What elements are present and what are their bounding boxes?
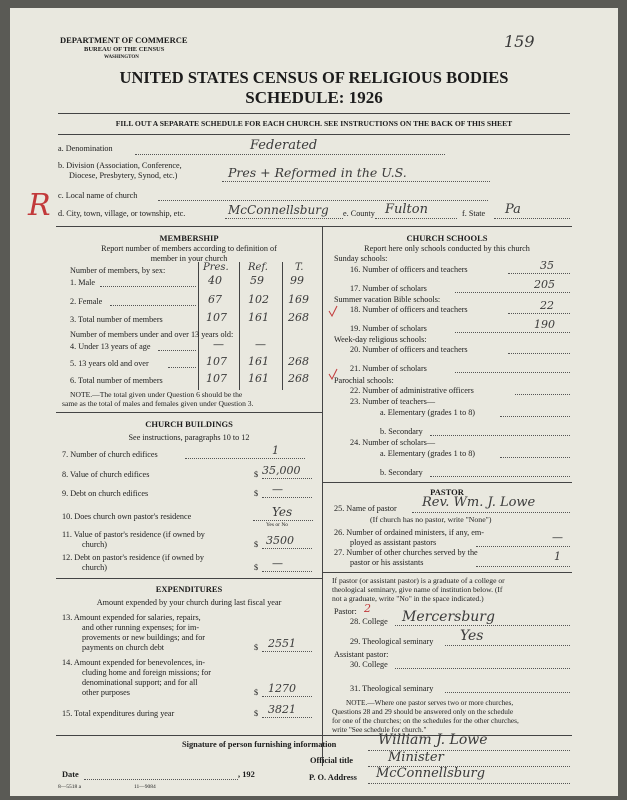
male-pres[interactable]: 40 <box>208 274 222 287</box>
over-13-label: 5. 13 years old and over <box>70 359 149 368</box>
q27-label: 27. Number of other churches served by the <box>334 548 478 557</box>
under-13-ref[interactable]: — <box>255 338 266 351</box>
member-grid-v2 <box>239 262 240 390</box>
q15-label: 15. Total expenditures during year <box>62 709 175 718</box>
city-label: WASHINGTON <box>104 55 139 60</box>
po-address-dots <box>368 783 570 784</box>
q18-field[interactable]: 22 <box>540 299 554 312</box>
q20-dots <box>508 353 570 354</box>
q11-dollar: $ <box>254 540 259 549</box>
q28-dots <box>395 625 570 626</box>
q14-label-3: denominational support; and for all <box>82 678 198 687</box>
q17-dots <box>455 292 570 293</box>
grad-rule <box>322 572 572 573</box>
male-dots <box>100 286 196 287</box>
q18-dots <box>508 313 570 314</box>
q18-label: 18. Number of officers and teachers <box>350 305 468 314</box>
q25-field[interactable]: Rev. Wm. J. Lowe <box>422 495 536 510</box>
q11-label-2: church) <box>82 540 108 549</box>
official-title-field[interactable]: Minister <box>388 750 444 765</box>
q14-label-2: cluding home and foreign missions; for <box>82 668 211 677</box>
denomination-line <box>135 154 445 155</box>
q26-label-2: ployed as assistant pastors <box>350 538 437 547</box>
q26-field[interactable]: — <box>552 531 563 544</box>
q8-field[interactable]: 35,000 <box>262 464 301 477</box>
q25-dots <box>412 512 570 513</box>
department-label: DEPARTMENT OF COMMERCE <box>60 35 188 45</box>
female-label: 2. Female <box>70 297 103 306</box>
q24-label: 24. Number of scholars— <box>350 438 436 447</box>
membership-intro-2: member in your church <box>150 254 228 263</box>
pastor-note-3: for one of the churches; on the schedules for the other churches, <box>332 716 519 725</box>
q27-dots <box>476 566 570 567</box>
total-total[interactable]: 268 <box>288 311 309 324</box>
county-line <box>375 218 457 219</box>
q10-dots <box>253 520 313 521</box>
header-rule-top <box>58 113 570 114</box>
q13-label-3: provements or new buildings; and for <box>82 633 206 642</box>
q19-dots <box>455 332 570 333</box>
pastor-note-2: Questions 28 and 29 should be answered only on the schedule <box>332 707 514 716</box>
form-number: 8—5518 a <box>58 784 82 790</box>
q13-label-2: and other running expenses; for im- <box>82 623 200 632</box>
q11-label: 11. Value of pastor's residence (if owned by <box>62 530 205 539</box>
q28-field[interactable]: Mercersburg <box>402 609 495 625</box>
q12-field[interactable]: — <box>272 557 283 570</box>
membership-note-2: same as the total of males and females given under Question 3. <box>62 399 254 408</box>
q22-label: 22. Number of administrative officers <box>350 386 474 395</box>
signature-label: Signature of person furnishing information <box>182 740 337 749</box>
col-head-ref: Ref. <box>248 262 268 273</box>
city-field[interactable]: McConnellsburg <box>228 203 329 217</box>
denomination-label: a. Denomination <box>58 144 113 153</box>
q16-label: 16. Number of officers and teachers <box>350 265 468 274</box>
q26-label: 26. Number of ordained ministers, if any, em- <box>334 528 484 537</box>
membership-intro: Report number of members according to definition of <box>101 244 277 253</box>
q29-dots <box>445 645 570 646</box>
margin-mark: R <box>28 188 51 223</box>
q24b-label: b. Secondary <box>380 468 423 477</box>
q26-dots <box>476 546 570 547</box>
total-age-ref[interactable]: 161 <box>248 372 269 385</box>
state-field[interactable]: Pa <box>505 202 521 217</box>
q12-dots <box>262 571 312 572</box>
buildings-sub: See instructions, paragraphs 10 to 12 <box>128 433 250 442</box>
q30-label: 30. College <box>350 660 388 669</box>
date-year: , 192 <box>238 770 255 779</box>
q13-label-4: payments on church debt <box>82 643 165 652</box>
q16-dots <box>508 273 570 274</box>
date-label: Date <box>62 770 79 779</box>
q23b-dots <box>430 435 570 436</box>
q15-dollar: $ <box>254 709 259 718</box>
q17-field[interactable]: 205 <box>534 278 555 291</box>
county-label: e. County <box>343 209 375 218</box>
q25-note: (If church has no pastor, write "None") <box>370 515 492 524</box>
form-instructions: FILL OUT A SEPARATE SCHEDULE FOR EACH CHURCH. SEE INSTRUCTIONS ON THE BACK OF THIS SHEET <box>115 119 513 128</box>
over-13-pres[interactable]: 107 <box>206 355 227 368</box>
q11-dots <box>262 548 312 549</box>
schools-sub: Report here only schools conducted by this church <box>364 244 530 253</box>
grad-note-2: theological seminary, give name of institution below. (If <box>332 585 503 594</box>
asst-label: Assistant pastor: <box>334 650 389 659</box>
pastor-note-4: write "See schedule for church." <box>332 725 427 734</box>
q29-label: 29. Theological seminary <box>350 637 434 646</box>
footer-rule <box>56 735 572 736</box>
q27-label-2: pastor or his assistants <box>350 558 424 567</box>
male-ref[interactable]: 59 <box>250 274 264 287</box>
q8-dollar: $ <box>254 470 259 479</box>
check-mark-icon <box>328 305 338 317</box>
schools-heading: CHURCH SCHOOLS <box>406 233 488 243</box>
female-ref[interactable]: 102 <box>248 293 269 306</box>
q13-dots <box>262 651 312 652</box>
q12-dollar: $ <box>254 563 259 572</box>
state-label: f. State <box>462 209 486 218</box>
q14-label-4: other purposes <box>82 688 130 697</box>
buildings-rule <box>56 412 322 413</box>
under-13-pres[interactable]: — <box>213 338 224 351</box>
q8-dots <box>262 478 312 479</box>
check-mark-icon <box>328 368 338 380</box>
female-pres[interactable]: 67 <box>208 293 222 306</box>
q9-label: 9. Debt on church edifices <box>62 489 149 498</box>
over-13-ref[interactable]: 161 <box>248 355 269 368</box>
q13-dollar: $ <box>254 643 259 652</box>
q13-field[interactable]: 2551 <box>268 637 296 650</box>
q19-label: 19. Number of scholars <box>350 324 427 333</box>
q29-field[interactable]: Yes <box>460 628 484 644</box>
state-line <box>494 218 570 219</box>
female-dots <box>110 305 196 306</box>
q14-dollar: $ <box>254 688 259 697</box>
local-name-line <box>158 200 488 201</box>
date-dots <box>84 779 238 780</box>
weekday-label: Week-day religious schools: <box>334 335 427 344</box>
total-pres[interactable]: 107 <box>206 311 227 324</box>
member-grid-v1 <box>198 262 199 390</box>
local-name-label: c. Local name of church <box>58 191 138 200</box>
q14-field[interactable]: 1270 <box>268 682 296 695</box>
census-schedule-sheet <box>10 8 618 796</box>
total-age-label: 6. Total number of members <box>70 376 163 385</box>
female-total[interactable]: 169 <box>288 293 309 306</box>
q20-label: 20. Number of officers and teachers <box>350 345 468 354</box>
city-town-label: d. City, town, village, or township, etc. <box>58 209 186 218</box>
q24a-dots <box>500 457 570 458</box>
division-line <box>222 181 490 182</box>
total-age-total[interactable]: 268 <box>288 372 309 385</box>
q16-field[interactable]: 35 <box>540 259 554 272</box>
po-address-label: P. O. Address <box>309 773 357 782</box>
q21-dots <box>455 372 570 373</box>
male-label: 1. Male <box>70 278 96 287</box>
pastor-rule <box>322 482 572 483</box>
q7-dots <box>185 458 305 459</box>
col-head-pres: Pres. <box>203 262 229 273</box>
under-13-label: 4. Under 13 years of age <box>70 342 151 351</box>
denomination-field[interactable]: Federated <box>250 138 318 153</box>
expenditures-sub: Amount expended by your church during last fiscal year <box>96 598 282 607</box>
q14-label: 14. Amount expended for benevolences, in- <box>62 658 206 667</box>
q17-label: 17. Number of scholars <box>350 284 427 293</box>
q24a-label: a. Elementary (grades 1 to 8) <box>380 449 476 458</box>
q9-field[interactable]: — <box>272 483 283 496</box>
form-title: UNITED STATES CENSUS OF RELIGIOUS BODIES <box>119 68 509 87</box>
over-13-total[interactable]: 268 <box>288 355 309 368</box>
parochial-label: Parochial schools: <box>334 376 394 385</box>
section-rule-top <box>56 226 572 227</box>
q8-label: 8. Value of church edifices <box>62 470 150 479</box>
pastor-red-mark: 2 <box>364 602 371 615</box>
pastor-sub-label: Pastor: <box>334 607 357 616</box>
q24b-dots <box>430 476 570 477</box>
expenditures-heading: EXPENDITURES <box>155 584 223 594</box>
q12-label: 12. Debt on pastor's residence (if owned by <box>62 553 204 562</box>
q28-label: 28. College <box>350 617 388 626</box>
q7-field[interactable]: 1 <box>272 444 279 457</box>
q13-label: 13. Amount expended for salaries, repairs, <box>62 613 201 622</box>
q31-label: 31. Theological seminary <box>350 684 434 693</box>
division-field[interactable]: Pres + Reformed in the U.S. <box>228 165 407 180</box>
city-line <box>225 218 343 219</box>
q21-label: 21. Number of scholars <box>350 364 427 373</box>
over-13-dots <box>168 367 196 368</box>
under-13-dots <box>158 350 196 351</box>
q9-dollar: $ <box>254 489 259 498</box>
county-field[interactable]: Fulton <box>385 202 428 217</box>
division-label: b. Division (Association, Conference, <box>58 161 182 170</box>
sunday-label: Sunday schools: <box>334 254 388 263</box>
division-label-2: Diocese, Presbytery, Synod, etc.) <box>69 171 178 180</box>
q10-field[interactable]: Yes <box>272 505 293 519</box>
q15-field[interactable]: 3821 <box>268 703 296 716</box>
q15-dots <box>262 717 312 718</box>
membership-heading: MEMBERSHIP <box>159 233 219 243</box>
expenditures-rule <box>56 578 322 579</box>
sheet-number: 159 <box>504 32 535 51</box>
po-address-field[interactable]: McConnellsburg <box>376 766 486 781</box>
total-members-label: 3. Total number of members <box>70 315 163 324</box>
q23b-label: b. Secondary <box>380 427 423 436</box>
print-number: 11—9084 <box>134 784 156 790</box>
form-subtitle: SCHEDULE: 1926 <box>245 88 383 107</box>
pastor-heading: PASTOR <box>430 487 464 497</box>
q23a-label: a. Elementary (grades 1 to 8) <box>380 408 476 417</box>
q22-dots <box>515 394 570 395</box>
header-rule-bottom <box>58 134 570 135</box>
official-title-label: Official title <box>310 756 354 765</box>
member-grid-v3 <box>282 262 283 390</box>
q23a-dots <box>500 416 570 417</box>
q23-label: 23. Number of teachers— <box>350 397 436 406</box>
by-sex-label: Number of members, by sex: <box>70 266 166 275</box>
total-age-pres[interactable]: 107 <box>206 372 227 385</box>
col-head-total: T. <box>295 262 304 273</box>
q27-field[interactable]: 1 <box>554 550 561 563</box>
signature-field[interactable]: William J. Lowe <box>378 732 488 748</box>
male-total[interactable]: 99 <box>290 274 304 287</box>
q25-label: 25. Name of pastor <box>334 504 397 513</box>
total-ref[interactable]: 161 <box>248 311 269 324</box>
age-label: Number of members under and over 13 years old: <box>70 330 234 339</box>
membership-note: NOTE.—The total given under Question 6 should be the <box>70 390 243 399</box>
q10-label: 10. Does church own pastor's residence <box>62 512 192 521</box>
summer-label: Summer vacation Bible schools: <box>334 295 441 304</box>
bureau-label: BUREAU OF THE CENSUS <box>84 46 165 53</box>
pastor-note: NOTE.—Where one pastor serves two or more churches, <box>346 698 514 707</box>
grad-note-3: not a graduate, write "No" in the space indicated.) <box>332 594 484 603</box>
grad-note: If pastor (or assistant pastor) is a graduate of a college or <box>332 576 505 585</box>
q12-label-2: church) <box>82 563 108 572</box>
q9-dots <box>262 497 312 498</box>
q11-field[interactable]: 3500 <box>266 534 294 547</box>
q19-field[interactable]: 190 <box>534 318 555 331</box>
q14-dots <box>262 696 312 697</box>
q7-label: 7. Number of church edifices <box>62 450 158 459</box>
q31-dots <box>445 692 570 693</box>
q30-dots <box>395 668 570 669</box>
buildings-heading: CHURCH BUILDINGS <box>145 419 233 429</box>
yes-no-hint: Yes or No <box>266 522 289 528</box>
